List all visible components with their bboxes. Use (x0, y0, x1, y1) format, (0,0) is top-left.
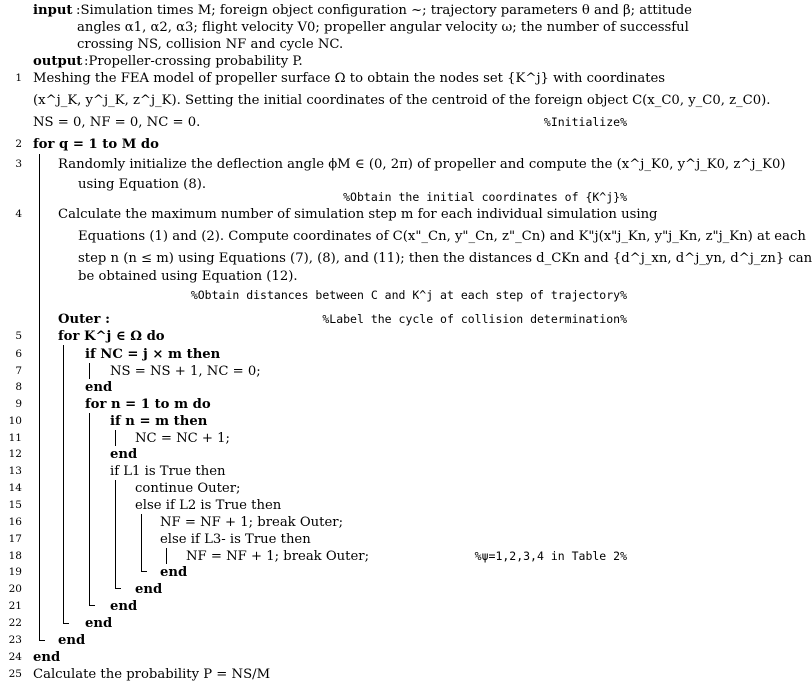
algo-line-4 (0, 206, 658, 223)
line-number: 18 (8, 550, 22, 562)
line-number: 5 (15, 330, 22, 342)
line-number: 24 (8, 651, 22, 663)
line-number: 16 (8, 516, 22, 528)
algo-line-7 (0, 363, 653, 380)
input-line-1 (0, 2, 692, 19)
line-text: be obtained using Equation (12). (78, 269, 298, 284)
line-text: NF = NF + 1; break Outer; (186, 549, 370, 564)
line-text: for K^j ∈ Ω do (58, 329, 165, 344)
algo-line-5 (0, 328, 653, 345)
input-text-1: :Simulation times M; foreign object configuration ~; trajectory parameters θ and β; attitude (76, 3, 692, 18)
algo-line-1 (0, 70, 666, 87)
line-number: 21 (8, 600, 22, 612)
line-number: 19 (8, 566, 22, 578)
algo-line-21 (0, 598, 653, 615)
line-text: if n = m then (110, 414, 208, 429)
algo-line-17 (0, 531, 653, 548)
algo-line-14 (0, 480, 653, 497)
line-number: 1 (15, 72, 22, 84)
comment: %Obtain distances between C and K^j at each step of trajectory% (190, 288, 627, 302)
line-text: end (160, 565, 188, 580)
line-number: 9 (15, 398, 22, 410)
line-text: end (85, 380, 113, 395)
algo-line-18 (0, 548, 653, 565)
line-text: step n (n ≤ m) using Equations (7), (8), and (11); then the distances d_CKn and {d^j_xn, d^j_yn, d^j_zn} can (78, 251, 812, 266)
comment: %Label the cycle of collision determination% (322, 312, 627, 326)
algo-line-11 (0, 430, 653, 447)
line-text: NS = NS + 1, NC = 0; (110, 364, 261, 379)
input-line-3 (0, 36, 653, 53)
algo-line-4c (0, 250, 812, 267)
algo-line-15 (0, 497, 653, 514)
algo-line-20 (0, 581, 653, 598)
input-label: input (33, 3, 73, 18)
input-line-2 (0, 19, 689, 36)
outer-label-line (0, 311, 653, 328)
line-text: if NC = j × m then (85, 347, 221, 362)
line-number: 8 (15, 381, 22, 393)
line-text: else if L2 is True then (135, 498, 282, 513)
line-text: NC = NC + 1; (135, 431, 230, 446)
algo-line-13 (0, 463, 653, 480)
line-number: 10 (8, 415, 22, 427)
line-number: 4 (15, 208, 22, 220)
line-number: 20 (8, 583, 22, 595)
line-text: end (110, 599, 138, 614)
line-number: 17 (8, 533, 22, 545)
algo-line-23 (0, 632, 653, 649)
algo-line-8 (0, 379, 653, 396)
algo-line-4e (0, 287, 653, 304)
comment: %Obtain the initial coordinates of {K^j}% (343, 190, 627, 204)
input-text-3: crossing NS, collision NF and cycle NC. (77, 37, 344, 52)
output-text: :Propeller-crossing probability P. (84, 54, 303, 69)
algo-line-4b (0, 228, 806, 245)
algo-line-1b (0, 92, 771, 109)
line-text: for n = 1 to m do (85, 397, 211, 412)
line-text: Equations (1) and (2). Compute coordinates of C(x"_Cn, y"_Cn, z"_Cn) and K"j(x"j_Kn, y"j_Kn, z"j_Kn) at each (78, 229, 806, 244)
line-number: 3 (15, 158, 22, 170)
algo-line-19 (0, 564, 653, 581)
algo-line-1c (0, 114, 653, 131)
line-text: NS = 0, NF = 0, NC = 0. (33, 115, 201, 130)
line-text: end (85, 616, 113, 631)
line-number: 23 (8, 634, 22, 646)
line-text: Calculate the probability P = NS/M (33, 667, 271, 682)
line-number: 2 (15, 138, 22, 150)
line-text: Randomly initialize the deflection angle ϕM ∈ (0, 2π) of propeller and compute the (x^j_K0, y^j_K0, z^j_K0) (58, 157, 786, 172)
line-text: Calculate the maximum number of simulation step m for each individual simulation using (58, 207, 658, 222)
algo-line-3 (0, 156, 786, 173)
line-text: continue Outer; (135, 481, 241, 496)
line-number: 6 (15, 348, 22, 360)
line-number: 7 (15, 365, 22, 377)
algo-line-24 (0, 649, 653, 666)
line-text: if L1 is True then (110, 464, 226, 479)
line-number: 11 (8, 432, 22, 444)
line-text: NF = NF + 1; break Outer; (160, 515, 344, 530)
line-number: 14 (8, 482, 22, 494)
line-number: 12 (8, 448, 22, 460)
algo-line-3c (0, 189, 653, 206)
algo-line-6 (0, 346, 653, 363)
algo-line-9 (0, 396, 653, 413)
algo-line-2 (0, 136, 653, 153)
line-text: else if L3- is True then (160, 532, 311, 547)
line-number: 15 (8, 499, 22, 511)
comment: %ψ=1,2,3,4 in Table 2% (474, 549, 627, 563)
line-text: for q = 1 to M do (33, 137, 159, 152)
line-number: 22 (8, 617, 22, 629)
algo-line-10 (0, 413, 653, 430)
line-text: (x^j_K, y^j_K, z^j_K). Setting the initial coordinates of the centroid of the foreign object C(x_C0, y_C0, z_C0). (33, 93, 771, 108)
algo-line-22 (0, 615, 653, 632)
line-text: using Equation (8). (78, 177, 207, 192)
line-number: 25 (8, 668, 22, 680)
line-text: end (58, 633, 86, 648)
outer-label: Outer : (58, 312, 110, 327)
algo-line-4d (0, 268, 653, 285)
algo-line-16 (0, 514, 653, 531)
line-text: end (110, 447, 138, 462)
line-text: end (33, 650, 61, 665)
comment: %Initialize% (543, 115, 627, 129)
output-line (0, 53, 653, 70)
input-text-2: angles α1, α2, α3; flight velocity V0; propeller angular velocity ω; the number of successful (77, 20, 689, 35)
line-text: end (135, 582, 163, 597)
line-number: 13 (8, 465, 22, 477)
algo-line-12 (0, 446, 653, 463)
algo-line-25 (0, 666, 653, 683)
output-label: output (33, 54, 83, 69)
line-text: Meshing the FEA model of propeller surface Ω to obtain the nodes set {K^j} with coordinates (33, 71, 666, 86)
